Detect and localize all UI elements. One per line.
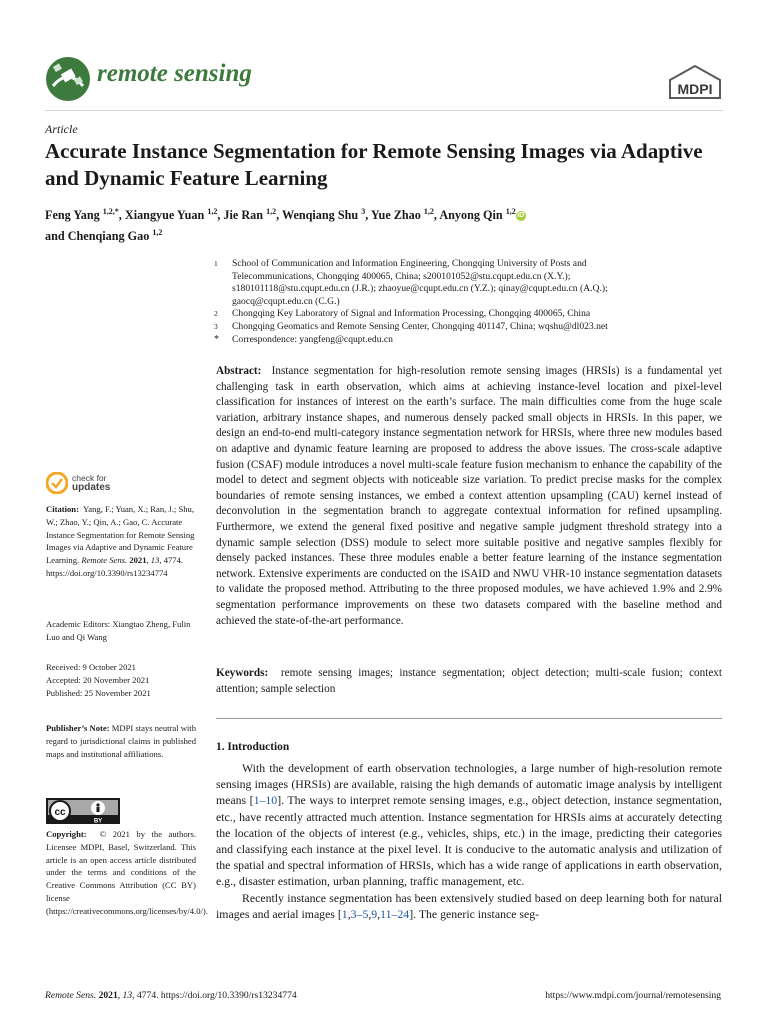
check-updates-icon — [46, 472, 68, 494]
author-affiliation-mark: 1,2 — [423, 207, 434, 216]
dates-block — [46, 661, 196, 699]
paragraph-text: Recently instance segmentation has been extensively studied based on deep learning both for natural images and aerial images [ — [216, 890, 722, 921]
header-divider — [45, 110, 723, 111]
affiliation-line: School of Communication and Information Engineering, Chongqing University of Posts and — [232, 258, 587, 269]
affiliation-line: Chongqing Geomatics and Remote Sensing Center, Chongqing 401147, China; wqshu@dl023.net — [232, 320, 608, 332]
footer-doi[interactable]: , 4774. https://doi.org/10.3390/rs13234774 — [132, 990, 297, 1001]
author-name: Xiangyue Yuan — [124, 208, 205, 223]
affiliation-line: s180101118@stu.cqupt.edu.cn (J.R.); zhaoyue@cqupt.edu.cn (Y.Z.); qinay@cqupt.edu.cn (A.Q.); — [232, 283, 608, 295]
footer-citation: Remote Sens. 2021, 13, 4774. https://doi.org/10.3390/rs13234774 — [45, 990, 297, 1001]
author-name: Yue Zhao — [370, 208, 421, 223]
citation-year: 2021 — [129, 555, 147, 566]
mdpi-logo-icon — [666, 64, 724, 100]
author-name: Anyong Qin — [439, 208, 503, 223]
cc-by-license-icon[interactable] — [46, 798, 120, 824]
copyright-text: © 2021 by the authors. Licensee MDPI, Basel, Switzerland. This article is an open access article distributed under the terms and conditions of the Creative Commons Attribution (CC BY) license (https://creativecommons.org/licenses/by/4.0/). — [46, 829, 208, 916]
affiliation-item — [214, 334, 726, 347]
author-name: Chenqiang Gao — [67, 229, 150, 244]
footer-volume: 13 — [122, 990, 133, 1001]
citation-link[interactable]: 11–24 — [380, 906, 410, 921]
author-affiliation-mark: 1,2 — [266, 207, 277, 216]
check-updates-line2: updates — [72, 482, 111, 493]
mdpi-logo-text: MDPI — [677, 81, 713, 97]
citation-block: Citation: Yang, F.; Yuan, X.; Ran, J.; Shu, W.; Zhao, Y.; Qin, A.; Gao, C. Accurate Instance Segmentation for Remote Sensing Images via Adaptive and Dynamic Feature Learning. Remote Sens. 2021, 13, 4774. https://doi.org/10.3390/rs13234774 — [46, 504, 195, 578]
affiliation-line: gaocq@cqupt.edu.cn (C.G.) — [232, 295, 340, 307]
affiliation-line: Chongqing Key Laboratory of Signal and Information Processing, Chongqing 400065, China — [232, 308, 591, 320]
check-for-updates-badge[interactable] — [46, 472, 166, 498]
author-affiliation-mark: 1,2,* — [102, 207, 119, 216]
paragraph-text: With the development of earth observation technologies, a large number of high-resolution remote sensing images (HRSIs) are available, raising the high demands of automatic image analysis by intelligent means [ — [216, 761, 722, 808]
abstract-text: Instance segmentation for high-resolution remote sensing images (HRSIs) is a fundamental yet challenging task in earth observation, which aims at achieving instance-level location and pixel-level classification for instances of interest on the earth’s surface. The main difficulties come from the huge scale variation, arbitrary instance shapes, and numerous densely packed small objects in HRSIs. In this paper, we design an end-to-end multi-category instance segmentation network for HRSIs, where three new modules based on adaptive and dynamic feature learning are proposed to address the above issues. The cross-scale adaptive fusion (CSAF) module introduces a novel multi-scale feature fusion mechanism to enhance the capability of the model to detect and segment objects with noticeable size variation. To predict precise masks for the complex boundaries of remote sensing instances, we embed a context attention upsampling (CAU) kernel instead of deconvolution in the segmentation branch to aggregate contextual information for refined upsampling. Furthermore, we extend the general fixed positive and negative sample judgment threshold strategy into a dynamic sample selection (DSS) module to select more suitable positive and negative samples flexibly for densely packed instances. These three modules enable a better feature learning of the instance segmentation network. Extensive experiments are conducted on the iSAID and NWU VHR-10 instance segmentation datasets to validate the proposed method. Attributing to the three proposed modules, we have achieved 1.9% and 2.9% segmentation performance improvements on these two datasets compared with the baseline method and achieved the state-of-the-art performance. — [216, 365, 722, 627]
citation-journal: Remote Sens. — [81, 555, 128, 566]
affiliation-line: Correspondence: yangfeng@cqupt.edu.cn — [232, 333, 393, 345]
keywords — [216, 666, 722, 697]
citation-volume: 13 — [150, 555, 160, 566]
affiliation-item — [214, 258, 726, 308]
abstract — [216, 364, 722, 629]
footer-year: 2021 — [98, 990, 118, 1001]
affiliations — [214, 258, 726, 346]
footer-journal-url[interactable]: https://www.mdpi.com/journal/remotesensing — [545, 990, 721, 1001]
citation-text: Yang, F.; Yuan, X.; Ran, J.; Shu, W.; Zhao, Y.; Qin, A.; Gao, C. Accurate Instance Segmentation for Remote Sensing Images via Adaptive and Dynamic Feature Learning. — [46, 504, 195, 566]
orcid-icon[interactable]: iD — [517, 212, 525, 220]
paragraph-text: ]. The generic instance seg- — [409, 906, 540, 921]
affiliation-line: Telecommunications, Chongqing 400065, China; s200101052@stu.cqupt.edu.cn (X.Y.); — [232, 270, 571, 282]
svg-text:cc: cc — [54, 807, 66, 818]
citation-link[interactable]: 1–10 — [253, 793, 278, 808]
author-affiliation-mark: 1,2 — [505, 207, 516, 216]
article-type: Article — [45, 122, 78, 136]
section-heading: 1. Introduction — [216, 741, 290, 753]
citation-link[interactable]: 9 — [371, 906, 378, 921]
publisher-note — [46, 722, 196, 760]
affiliation-item — [214, 308, 726, 321]
paragraph-text: ]. The ways to interpret remote sensing images, e.g., object detection, instance segmentation, etc., have recently attracted much attention. Instance segmentation for HRSIs aims at accurately detecting the location of the objects of interest (e.g., vehicles, ships, etc.) in the image, predicting their categories and classifying each instance at the pixel level. It is conducive to the automatic analysis and utilization of the spatial and spectral information of HRSIs, which has a wide range of applications in earth observation, e.g., disaster estimation, urban planning, traffic management, etc. — [216, 793, 723, 889]
journal-name: remote sensing — [97, 60, 252, 87]
section-divider — [216, 718, 722, 719]
citation-label: Citation: — [46, 504, 79, 514]
journal-satellite-logo-icon — [45, 56, 91, 102]
copyright-block — [46, 828, 208, 918]
author-name: Wenqiang Shu — [281, 208, 359, 223]
accepted-date: Accepted: 20 November 2021 — [46, 674, 150, 685]
keywords-text: remote sensing images; instance segmentation; object detection; multi-scale fusion; context attention; sample selection — [216, 667, 723, 695]
author-list: Feng Yang $^{1,2,*}$, Xiangyue Yuan $^{1,2}$, Jie Ran $^{1,2}$, Wenqiang Shu $^3$, Yue Zhao $^{1,2}$, Anyong Qin $^{1,2}$ iD and Chenqiang Gao $^{1,2}$ — [45, 207, 525, 244]
affiliation-item — [214, 321, 726, 334]
cc-by-label: BY — [93, 818, 103, 824]
affiliation-mark: 1 — [214, 259, 218, 268]
published-date: Published: 25 November 2021 — [46, 687, 151, 698]
abstract-label: Abstract: — [216, 365, 262, 377]
footer-journal: Remote Sens. — [45, 990, 97, 1001]
publisher-note-text: MDPI stays neutral with regard to jurisdictional claims in published maps and institutional affiliations. — [46, 723, 196, 759]
check-updates-line1: check for — [72, 473, 107, 483]
citation-link[interactable]: 1 — [341, 906, 348, 921]
publisher-note-label: Publisher’s Note: — [46, 723, 110, 733]
author-name: Feng Yang — [45, 208, 100, 223]
author-affiliation-mark: 1,2 — [152, 228, 163, 238]
copyright-label: Copyright: — [46, 829, 87, 839]
citation-link[interactable]: 3–5 — [350, 906, 369, 921]
author-affiliation-mark: 3 — [361, 207, 366, 216]
academic-editors: Academic Editors: Xiangtao Zheng, Fulin Luo and Qi Wang — [46, 619, 191, 642]
keywords-label: Keywords: — [216, 667, 269, 679]
author-name: Jie Ran — [223, 208, 264, 223]
received-date: Received: 9 October 2021 — [46, 662, 136, 672]
author-affiliation-mark: 1,2 — [207, 207, 218, 216]
paper-title: Accurate Instance Segmentation for Remote Sensing Images via Adaptive and Dynamic Feature Learning — [45, 139, 703, 190]
citation-doi[interactable]: , 4774. https://doi.org/10.3390/rs13234774 — [46, 555, 184, 578]
affiliation-mark: 2 — [214, 309, 218, 319]
intro-body — [216, 760, 722, 922]
intro-paragraph: Recently instance segmentation has been extensively studied based on deep learning both for natural images and aerial images [1,3–5,9,11–24]. The generic instance seg- — [216, 890, 722, 921]
intro-paragraph — [216, 760, 722, 890]
affiliation-mark: 3 — [214, 321, 218, 331]
affiliation-mark: * — [214, 333, 219, 345]
